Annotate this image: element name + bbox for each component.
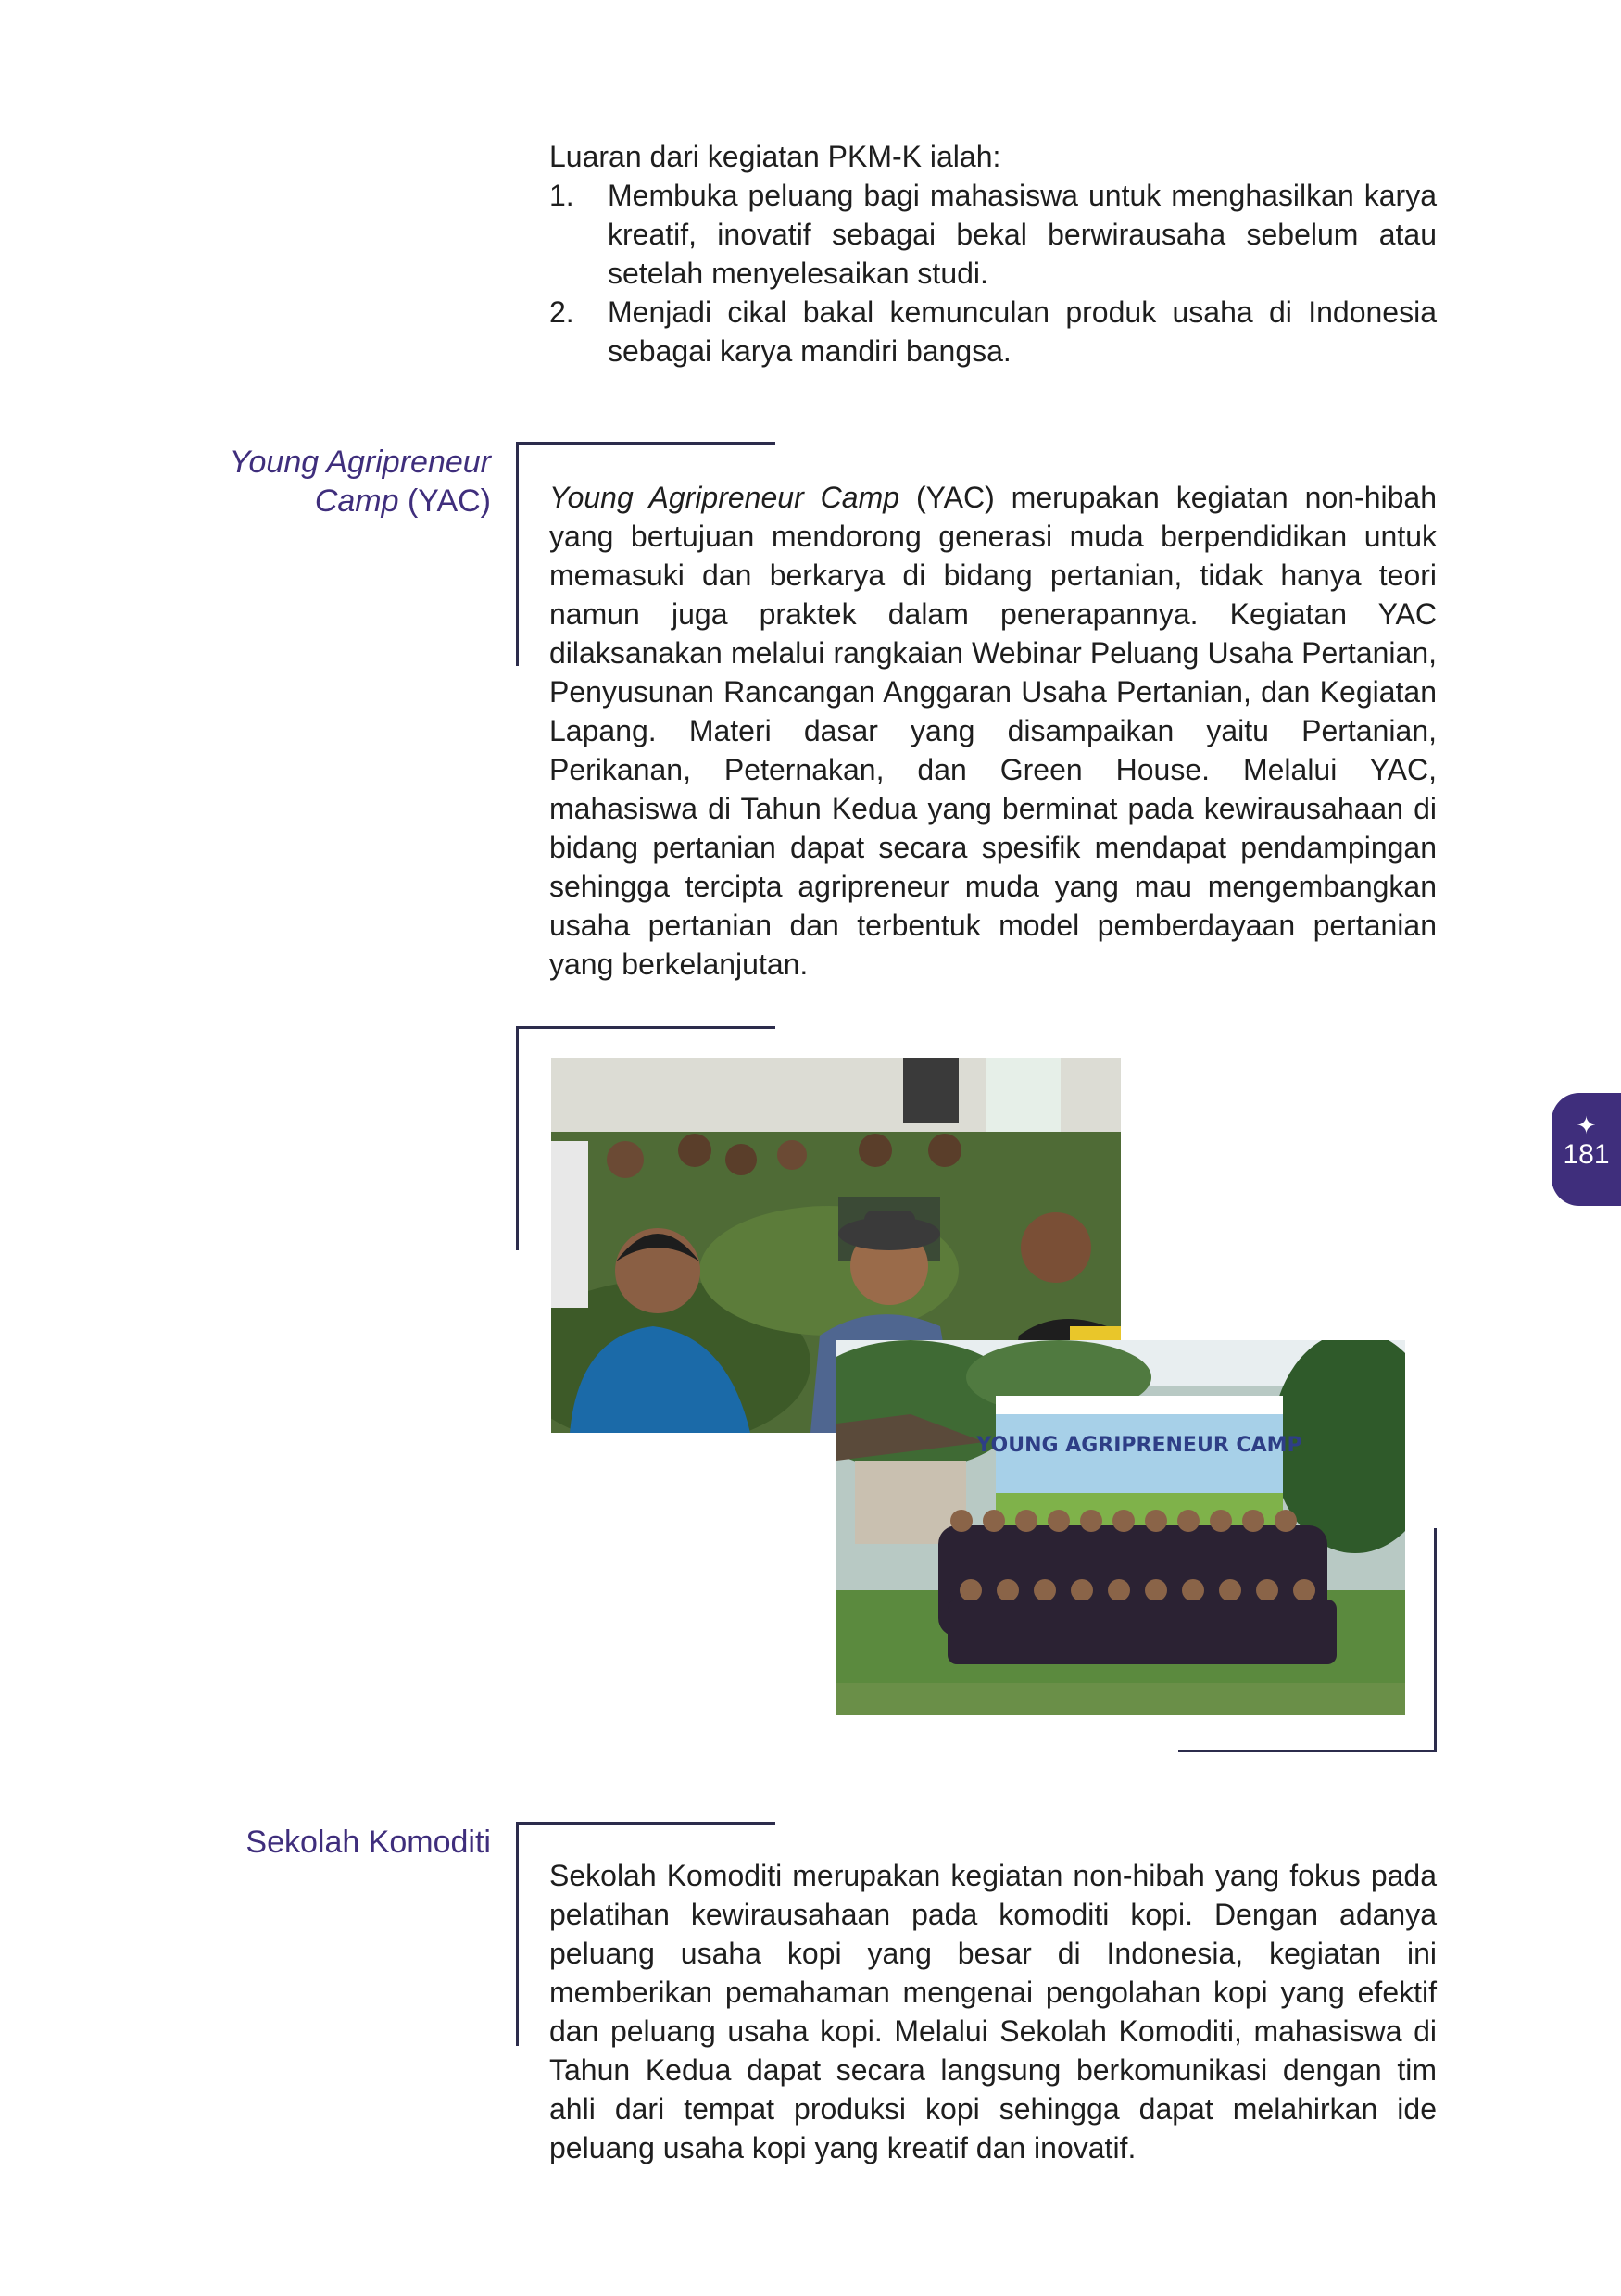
sekolah-side-label: Sekolah Komoditi (245, 1825, 491, 1860)
yac-body-text: (YAC) merupakan kegiatan non-hibah yang bertujuan mendorong generasi muda berpendidikan untuk memasuki dan berkarya di bidang pertanian, tidak hanya teori namun juga praktek dalam penerapannya. Kegiatan YAC dilaksanakan melalui rangkaian Webinar Peluang Usaha Pertanian, Penyusunan Rancangan Anggaran Usaha Pertanian, dan Kegiatan Lapang. Materi dasar yang disampaikan yaitu Pertanian, Perikanan, Peternakan, dan Green House. Melalui YAC, mahasiswa di Tahun Kedua yang berminat pada kewirausahaan di bidang pertanian dapat secara spesifik mendapat pendampingan sehingga tercipta agripreneur muda yang mau mengembangkan usaha pertanian dan terbentuk model pemberdayaan pertanian yang berkelanjutan. (549, 481, 1438, 981)
photo-bracket-left (516, 1026, 519, 1250)
photo-group-banner-image (836, 1340, 1405, 1715)
page-number: 181 (1563, 1139, 1610, 1170)
list-number: 2. (549, 295, 574, 329)
yac-label-abbr: (YAC) (398, 483, 491, 519)
list-number: 1. (549, 179, 574, 212)
yac-side-label (185, 443, 491, 521)
outputs-lead: Luaran dari kegiatan PKM-K ialah: (549, 140, 1001, 173)
banner-title: YOUNG AGRIPRENEUR CAMP (976, 1434, 1302, 1457)
page-number-tab (1552, 1093, 1621, 1206)
list-item (549, 176, 1437, 293)
yac-label-line2 (185, 482, 491, 521)
list-text: Membuka peluang bagi mahasiswa untuk menghasilkan karya kreatif, inovatif sebagai bekal berwirausaha sebelum atau setelah menyelesaikan studi. (608, 179, 1437, 290)
sekolah-paragraph: Sekolah Komoditi merupakan kegiatan non-hibah yang fokus pada pelatihan kewirausahaan pada komoditi kopi. Dengan adanya peluang usaha kopi yang besar di Indonesia, kegiatan ini memberikan pemahaman mengenai pengolahan kopi yang efektif dan peluang usaha kopi. Melalui Sekolah Komoditi, mahasiswa di Tahun Kedua dapat secara langsung berkomunikasi dengan tim ahli dari tempat produksi kopi sehingga dapat melahirkan ide peluang usaha kopi yang kreatif dan inovatif. (549, 1859, 1437, 2164)
yac-bracket-top (516, 442, 775, 445)
photo-bracket-right (1434, 1528, 1437, 1752)
photo-group-banner (836, 1340, 1405, 1715)
sparkle-icon: ✦ (1576, 1111, 1597, 1139)
list-item (549, 293, 1437, 370)
yac-bracket-left (516, 442, 519, 666)
yac-paragraph (549, 478, 1437, 984)
list-text: Menjadi cikal bakal kemunculan produk usaha di Indonesia sebagai karya mandiri bangsa. (608, 295, 1437, 368)
sekolah-bracket-top (516, 1822, 775, 1825)
outputs-list (549, 176, 1437, 370)
photo-bracket-top (516, 1026, 775, 1029)
yac-body-title: Young Agripreneur Camp (549, 481, 900, 514)
outputs-section (549, 137, 1437, 370)
sekolah-body (549, 1856, 1437, 2167)
yac-label-line1: Young Agripreneur (229, 445, 491, 480)
yac-body (549, 478, 1437, 984)
yac-label-camp: Camp (314, 483, 399, 519)
sekolah-bracket-left (516, 1822, 519, 2046)
photo-bracket-bottom (1178, 1750, 1437, 1752)
